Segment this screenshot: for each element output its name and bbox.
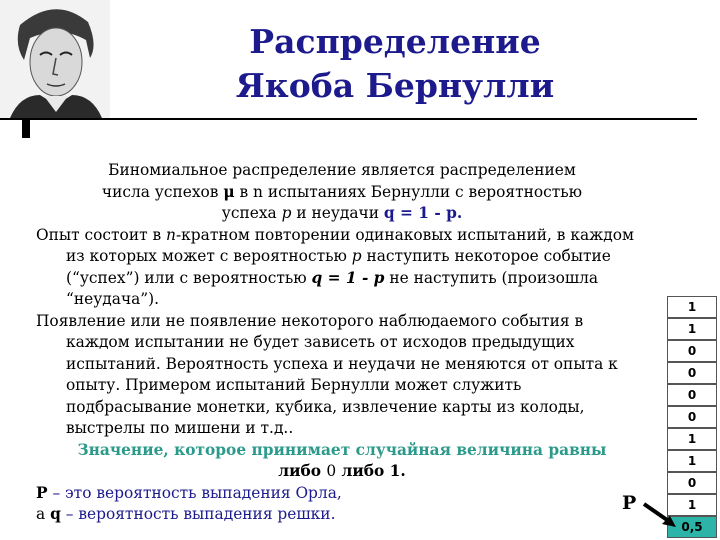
value-cell: 0 <box>667 406 717 428</box>
values-line-2b: либо 1. <box>336 462 406 480</box>
p-symbol: p <box>281 204 292 222</box>
para1-line1: Биномиальное распределение является распределением <box>108 161 576 179</box>
p-symbol-2: p <box>351 247 362 265</box>
P-symbol: P <box>36 483 48 502</box>
para3-text-3: предыдущих испытаний. Вероятность успеха и неудачи не <box>66 333 575 373</box>
value-cell: 0,5 <box>667 516 717 538</box>
para3-text-4: меняются от опыта к опыту. Примером испытаний Бернулли <box>66 354 618 394</box>
values-line-1: Значение, которое принимает случайная величина равны <box>77 440 607 459</box>
value-cell: 1 <box>667 296 717 318</box>
paragraph-independence <box>36 311 648 440</box>
para2-text-2: -кратном повторении одинаковых испытаний, в <box>175 225 566 244</box>
paragraph-values <box>36 440 648 483</box>
para1-line2-post: в n испытаниях Бернулли с вероятностью <box>234 182 583 201</box>
q-def-prefix: а <box>36 505 51 523</box>
value-cell: 0 <box>667 362 717 384</box>
paragraph-p-def <box>36 483 648 505</box>
para1-line3-mid: и неудачи <box>291 204 384 222</box>
p-definition: – это вероятность выпадения Орла, <box>47 483 342 502</box>
para2-text-3: каждом из которых может с вероятностью <box>66 225 634 265</box>
horizontal-divider <box>0 118 697 120</box>
value-cell: 1 <box>667 318 717 340</box>
para2-text-6: не <box>384 268 409 287</box>
slide-body <box>36 160 648 526</box>
para3-text-1: Появление или не появление некоторого наблюдаемого события <box>36 311 570 330</box>
q-definition: – вероятность выпадения решки. <box>60 505 336 523</box>
value-cell: 0 <box>667 472 717 494</box>
para2-text-5: некоторое событие (“успех”) или с вероятностью <box>66 247 611 287</box>
values-zero: 0 <box>326 462 337 480</box>
para3-text-2: в каждом испытании не будет зависеть от исходов <box>66 311 584 351</box>
q-formula-2: q = 1 - p <box>311 268 385 287</box>
arrow-icon <box>640 500 680 530</box>
para3-text-6: карты из колоды, выстрелы по мишени и т.д.. <box>66 397 585 437</box>
value-cell: 1 <box>667 494 717 516</box>
paragraph-experiment <box>36 225 648 311</box>
para2-text-7: наступить (произошла “неудача”). <box>66 268 599 308</box>
value-cell: 0 <box>667 384 717 406</box>
q-formula: q = 1 - p. <box>383 204 463 222</box>
para1-line2-pre: числа успехов <box>101 182 224 201</box>
title-line-2: Якоба Бернулли <box>235 66 555 105</box>
values-line-2a: либо <box>278 462 327 480</box>
paragraph-binomial <box>36 160 648 225</box>
value-cell: 1 <box>667 428 717 450</box>
slide-title <box>150 20 640 108</box>
mu-symbol: μ <box>223 182 235 201</box>
para2-text-1: Опыт состоит в <box>36 225 167 244</box>
title-line-1: Распределение <box>249 22 541 61</box>
para3-text-5: может служить подбрасывание монетки, кубика, извлечение <box>66 376 522 416</box>
para1-line3-pre: успеха <box>221 204 282 222</box>
para2-text-4: наступить <box>361 247 450 265</box>
P-label: P <box>622 492 637 514</box>
q-symbol: q <box>50 505 61 523</box>
paragraph-q-def <box>36 504 648 526</box>
n-symbol: n <box>166 225 176 244</box>
value-cell: 0 <box>667 340 717 362</box>
divider-accent <box>22 118 30 138</box>
value-cell: 1 <box>667 450 717 472</box>
portrait-image <box>0 0 110 118</box>
